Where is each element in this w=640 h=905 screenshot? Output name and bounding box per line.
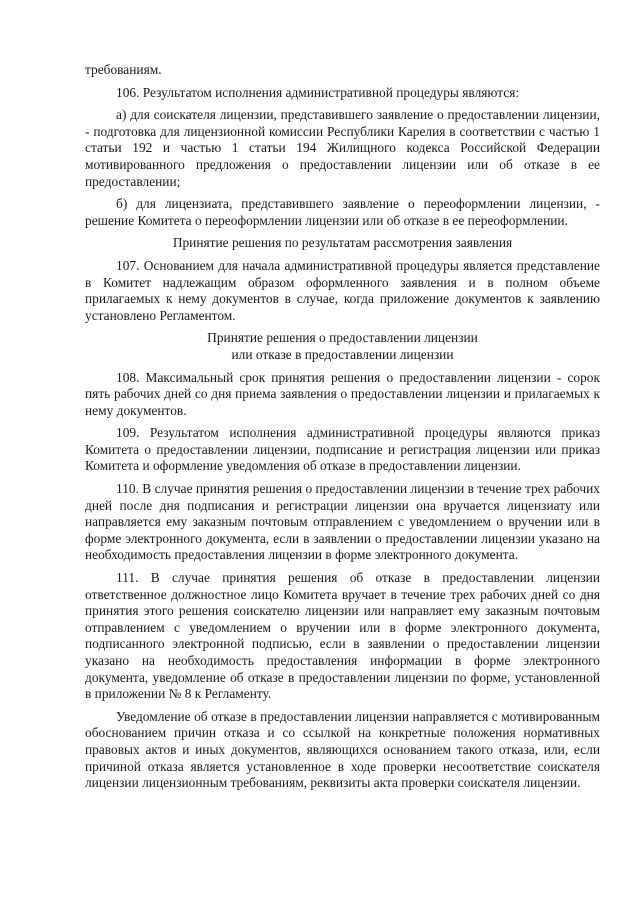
- paragraph-refusal-notice: Уведомление об отказе в предоставлении лицензии направляется с мотивированным обоснованием причин отказа и со ссылкой на конкретные положения нормативных правовых актов и иных документов, являющихся основанием такого отказа, или, если причиной отказа является установленное в ходе проверки несоответствие соискателя лицензии лицензионным требованиям, реквизиты акта проверки соискателя лицензии.: [85, 708, 600, 791]
- paragraph-109: 109. Результатом исполнения административной процедуры являются приказ Комитета о предоставлении лицензии, подписание и регистрация лицензии или приказ Комитета и оформление уведомления об отказе в предоставлении лицензии.: [85, 425, 600, 474]
- paragraph-106-a: а) для соискателя лицензии, представившего заявление о предоставлении лицензии, - подготовка для лицензионной комиссии Республики Карелия в соответствии с частью 1 статьи 192 и частью 1 статьи 194 Жилищного кодекса Российской Федерации мотивированного предложения о предоставлении лицензии или об отказе в ее предоставлении;: [85, 107, 600, 189]
- paragraph-continuation: требованиям.: [85, 62, 162, 77]
- section-heading-line-2: или отказе в предоставлении лицензии: [231, 346, 454, 362]
- paragraph-111: 111. В случае принятия решения об отказе в предоставлении лицензии ответственное должностное лицо Комитета вручает в течение трех рабочих дней со дня принятия этого решения соискателю лицензии или направляет ему заказным почтовым отправлением с уведомлением о вручении или в форме электронного документа, подписанного электронной подписью, если в заявлении о предоставлении лицензии указано на необходимость предоставления информации в форме электронного документа, уведомление об отказе в предоставлении лицензии по форме, установленной в приложении № 8 к Регламенту.: [85, 570, 600, 702]
- paragraph-108: 108. Максимальный срок принятия решения о предоставлении лицензии - сорок пять рабочих дней со дня приема заявления о предоставлении лицензии и прилагаемых к нему документов.: [85, 369, 600, 418]
- paragraph-106-b: б) для лицензиата, представившего заявление о переоформлении лицензии, - решение Комитета о переоформлении лицензии или об отказе в ее переоформлении.: [85, 196, 600, 228]
- paragraph-110: 110. В случае принятия решения о предоставлении лицензии в течение трех рабочих дней после дня подписания и регистрации лицензии она вручается лицензиату или направляется ему заказным почтовым отправлением с уведомлением о вручении или в форме электронного документа, если в заявлении о предоставлении лицензии указано на необходимость предоставления лицензии в форме электронного документа.: [85, 481, 600, 563]
- section-heading-license-decision: [85, 330, 600, 363]
- section-heading-application-review: Принятие решения по результатам рассмотрения заявления: [172, 235, 513, 251]
- section-heading-line-1: Принятие решения о предоставлении лицензии: [207, 330, 478, 346]
- paragraph-107: 107. Основанием для начала административной процедуры является представление в Комитет надлежащим образом оформленного заявления и в полном объеме прилагаемых к нему документов в случае, когда приложение документов к заявлению установлено Регламентом.: [85, 257, 600, 323]
- document-page: [85, 62, 600, 798]
- paragraph-106: 106. Результатом исполнения административной процедуры являются:: [116, 84, 520, 100]
